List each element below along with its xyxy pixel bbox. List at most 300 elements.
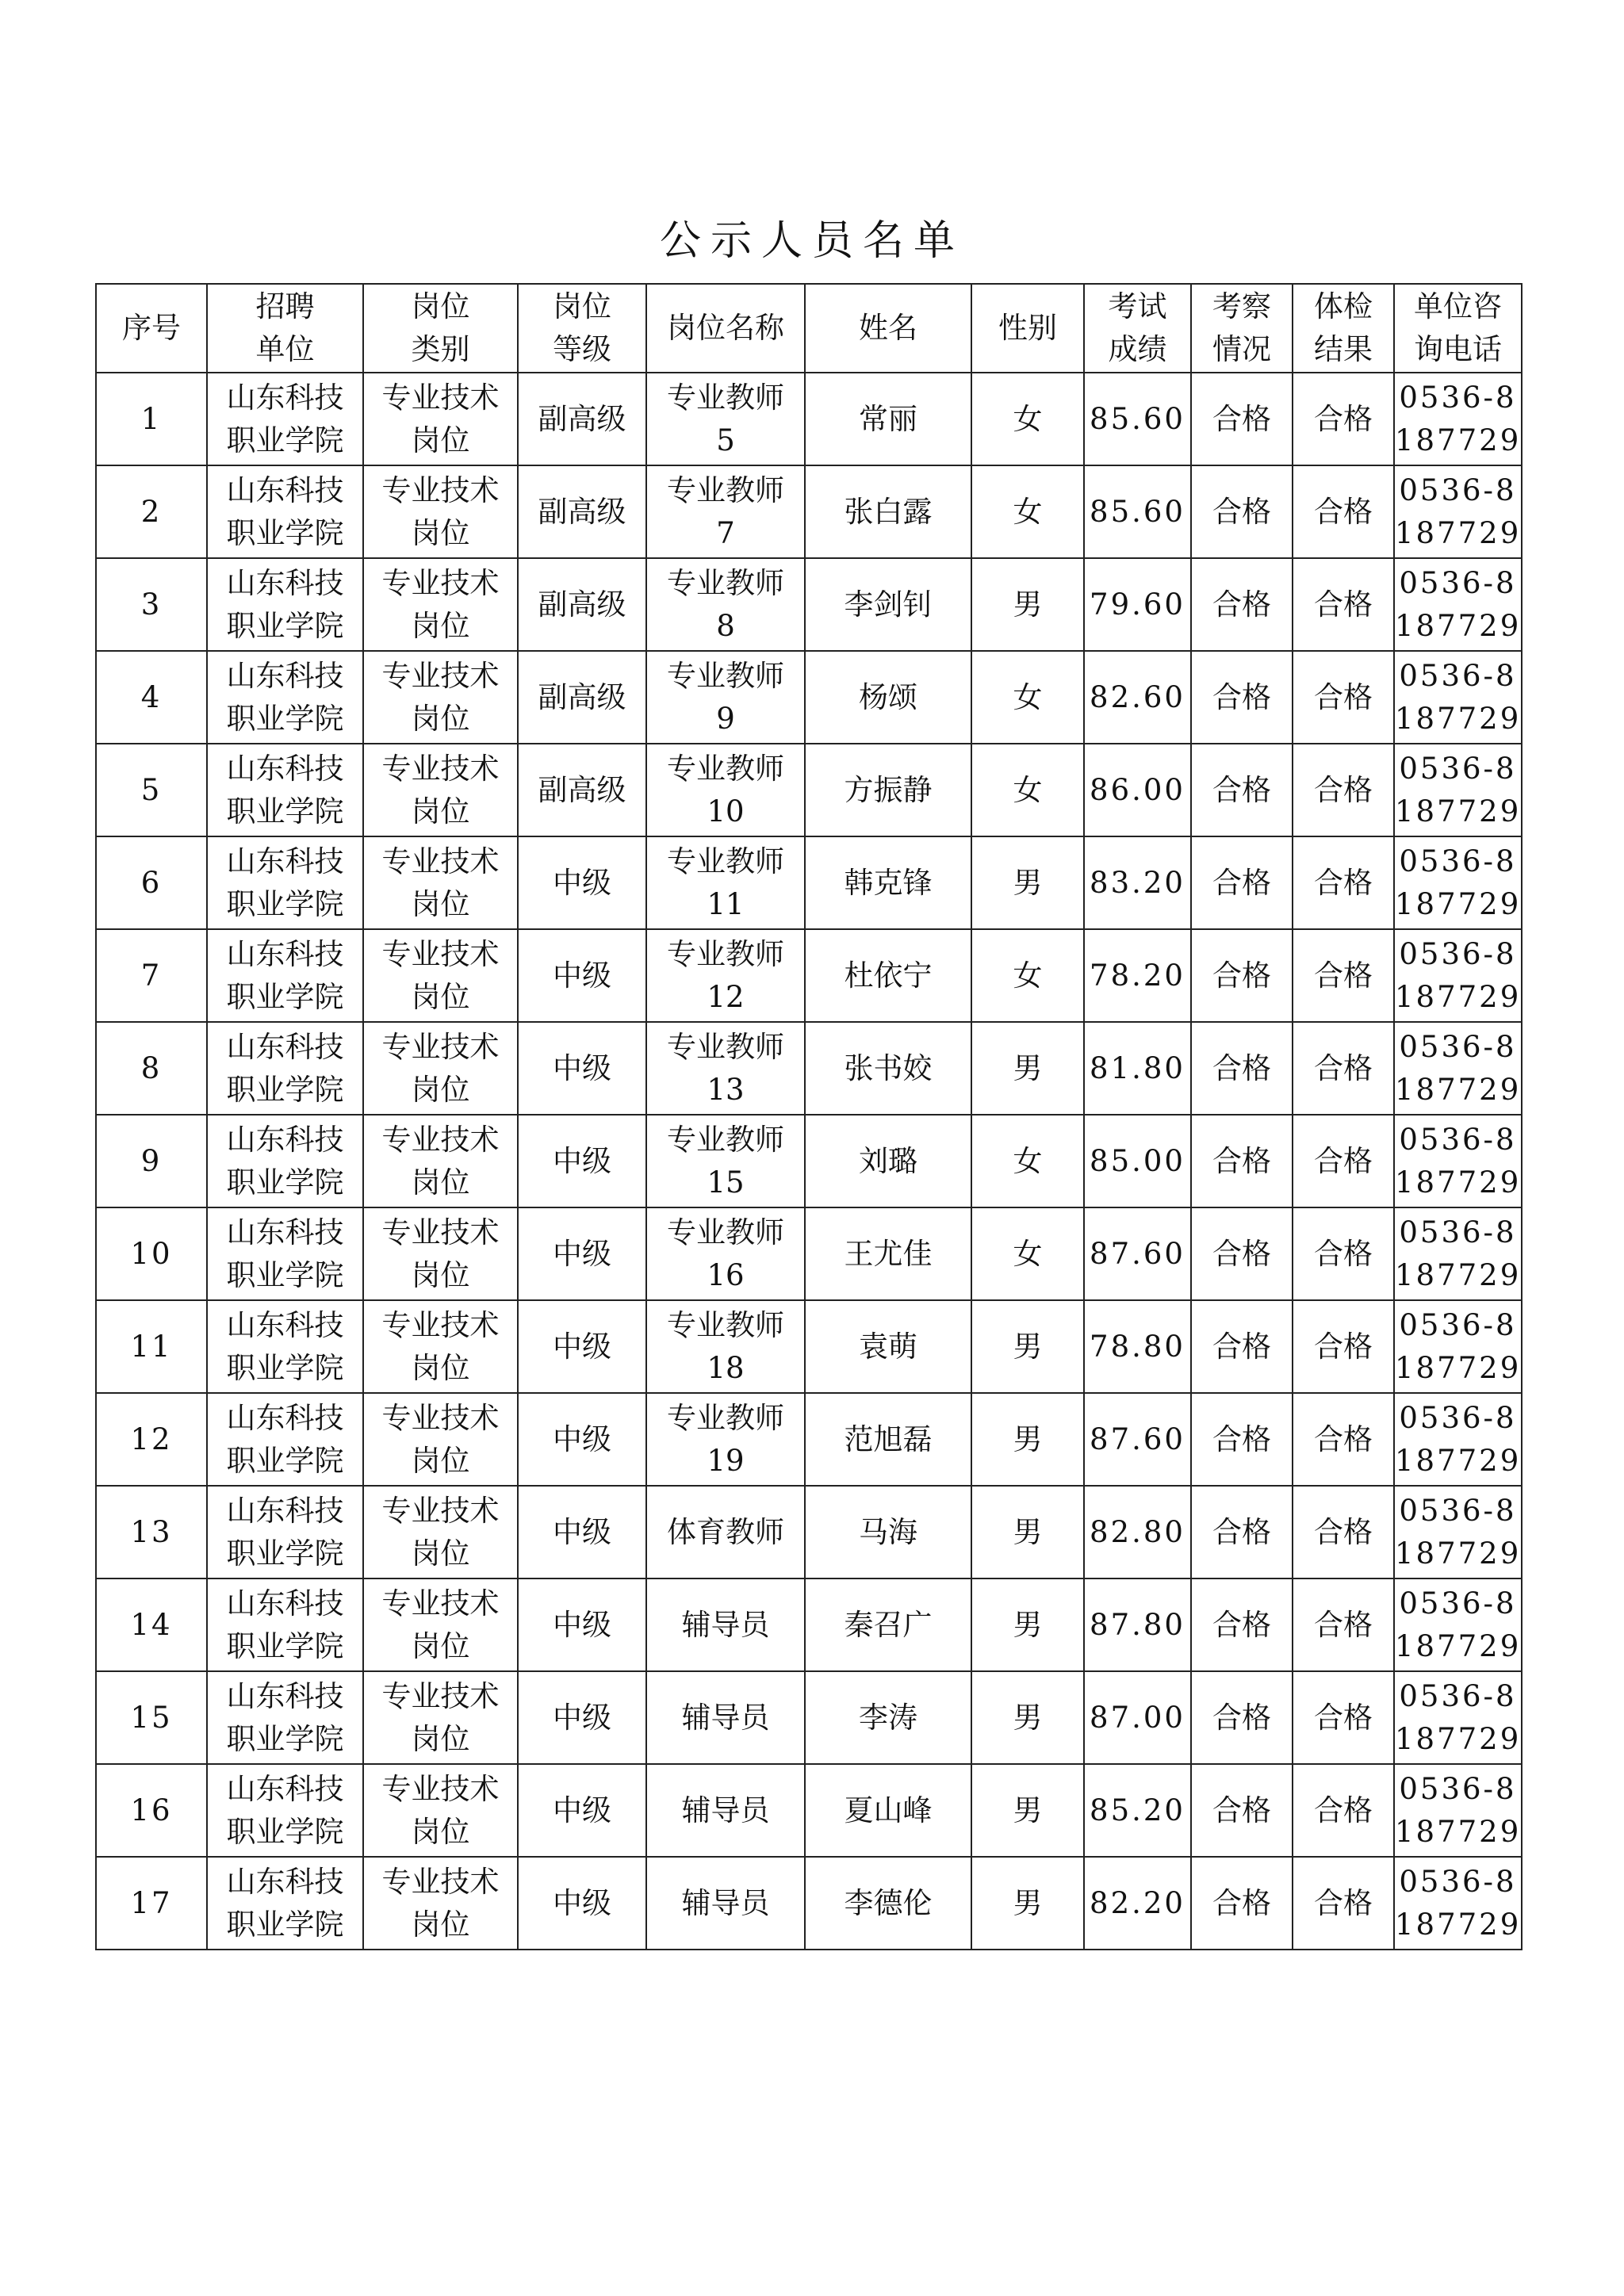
recruiting-unit-cell (207, 1764, 363, 1857)
contact-phone-cell (1394, 558, 1522, 651)
column-header (207, 284, 363, 373)
cell-line: 专业技术 (381, 380, 500, 415)
medical-result-cell: 合格 (1293, 744, 1394, 836)
row-number-cell: 3 (96, 558, 207, 651)
exam-score-cell: 85.60 (1084, 465, 1191, 558)
gender-cell: 男 (971, 1022, 1084, 1115)
post-level-cell: 中级 (518, 1300, 646, 1393)
cell-line: 岗位 (411, 289, 470, 323)
post-name-cell (646, 1671, 805, 1764)
cell-line: 187729 (1395, 1072, 1522, 1107)
cell-line: 187729 (1395, 794, 1522, 828)
exam-score-cell: 87.60 (1084, 1207, 1191, 1300)
cell-line: 体育教师 (667, 1514, 784, 1549)
cell-line: 专业教师 (667, 565, 784, 600)
row-number-cell: 14 (96, 1578, 207, 1671)
medical-result-cell: 合格 (1293, 1022, 1394, 1115)
recruiting-unit-cell (207, 465, 363, 558)
column-header (971, 284, 1084, 373)
cell-line: 序号 (122, 311, 181, 345)
exam-score-cell: 82.20 (1084, 1857, 1191, 1950)
person-name-cell: 韩克锋 (805, 836, 971, 929)
post-level-cell: 中级 (518, 1578, 646, 1671)
column-header (1394, 284, 1522, 373)
gender-cell: 女 (971, 744, 1084, 836)
table-row (96, 836, 1522, 929)
cell-line: 187729 (1395, 1907, 1522, 1942)
person-name-cell: 张白露 (805, 465, 971, 558)
cell-line: 187729 (1395, 1628, 1522, 1663)
person-name-cell: 袁萌 (805, 1300, 971, 1393)
cell-line: 岗位 (411, 886, 470, 921)
cell-line: 专业技术 (381, 1122, 500, 1157)
cell-line: 山东科技 (226, 1215, 344, 1249)
cell-line: 类别 (411, 332, 470, 366)
gender-cell: 男 (971, 1764, 1084, 1857)
inspection-result-cell: 合格 (1191, 1300, 1293, 1393)
post-category-cell (363, 465, 518, 558)
medical-result-cell: 合格 (1293, 651, 1394, 744)
post-category-cell (363, 1207, 518, 1300)
cell-line: 单位咨 (1414, 289, 1502, 323)
recruiting-unit-cell (207, 558, 363, 651)
inspection-result-cell: 合格 (1191, 1022, 1293, 1115)
table-row (96, 1671, 1522, 1764)
post-name-cell (646, 1115, 805, 1207)
person-name-cell: 杜依宁 (805, 929, 971, 1022)
inspection-result-cell: 合格 (1191, 1857, 1293, 1950)
cell-line: 职业学院 (226, 794, 344, 828)
gender-cell: 男 (971, 558, 1084, 651)
column-header (518, 284, 646, 373)
exam-score-cell: 87.60 (1084, 1393, 1191, 1486)
cell-line: 5 (716, 423, 735, 457)
table-row (96, 1393, 1522, 1486)
row-number-cell: 16 (96, 1764, 207, 1857)
post-level-cell: 副高级 (518, 558, 646, 651)
cell-line: 12 (707, 979, 745, 1014)
exam-score-cell: 87.00 (1084, 1671, 1191, 1764)
table-row (96, 651, 1522, 744)
cell-line: 专业教师 (667, 751, 784, 786)
recruiting-unit-cell (207, 1393, 363, 1486)
cell-line: 招聘 (255, 289, 315, 323)
cell-line: 187729 (1395, 1350, 1522, 1385)
cell-line: 专业技术 (381, 565, 500, 600)
cell-line: 职业学院 (226, 1165, 344, 1200)
cell-line: 187729 (1395, 1165, 1522, 1200)
cell-line: 辅导员 (681, 1885, 770, 1920)
recruiting-unit-cell (207, 1671, 363, 1764)
table-row (96, 744, 1522, 836)
cell-line: 10 (707, 794, 745, 828)
post-level-cell: 副高级 (518, 373, 646, 465)
contact-phone-cell (1394, 1207, 1522, 1300)
contact-phone-cell (1394, 836, 1522, 929)
table-header-row (96, 284, 1522, 373)
cell-line: 16 (707, 1257, 745, 1292)
row-number-cell: 10 (96, 1207, 207, 1300)
gender-cell: 女 (971, 929, 1084, 1022)
exam-score-cell: 86.00 (1084, 744, 1191, 836)
recruiting-unit-cell (207, 373, 363, 465)
cell-line: 专业技术 (381, 1864, 500, 1899)
cell-line: 岗位 (411, 1536, 470, 1571)
cell-line: 山东科技 (226, 1307, 344, 1342)
post-category-cell (363, 1115, 518, 1207)
cell-line: 山东科技 (226, 1493, 344, 1528)
contact-phone-cell (1394, 1857, 1522, 1950)
person-name-cell: 刘璐 (805, 1115, 971, 1207)
person-name-cell: 秦召广 (805, 1578, 971, 1671)
column-header (1191, 284, 1293, 373)
post-category-cell (363, 558, 518, 651)
inspection-result-cell: 合格 (1191, 651, 1293, 744)
medical-result-cell: 合格 (1293, 1578, 1394, 1671)
row-number-cell: 2 (96, 465, 207, 558)
post-category-cell (363, 1393, 518, 1486)
cell-line: 13 (707, 1072, 745, 1107)
cell-line: 考试 (1108, 289, 1167, 323)
cell-line: 岗位名称 (667, 311, 784, 345)
row-number-cell: 7 (96, 929, 207, 1022)
post-level-cell: 中级 (518, 1393, 646, 1486)
cell-line: 187729 (1395, 1721, 1522, 1756)
table-row (96, 558, 1522, 651)
column-header (646, 284, 805, 373)
cell-line: 山东科技 (226, 844, 344, 878)
cell-line: 山东科技 (226, 1029, 344, 1064)
cell-line: 9 (716, 701, 735, 736)
table-row (96, 1764, 1522, 1857)
cell-line: 专业技术 (381, 1307, 500, 1342)
cell-line: 专业教师 (667, 380, 784, 415)
post-category-cell (363, 744, 518, 836)
column-header (363, 284, 518, 373)
post-name-cell (646, 929, 805, 1022)
row-number-cell: 4 (96, 651, 207, 744)
medical-result-cell: 合格 (1293, 1486, 1394, 1578)
exam-score-cell: 85.20 (1084, 1764, 1191, 1857)
medical-result-cell: 合格 (1293, 1393, 1394, 1486)
cell-line: 专业教师 (667, 1400, 784, 1435)
post-category-cell (363, 1764, 518, 1857)
cell-line: 辅导员 (681, 1793, 770, 1827)
cell-line: 187729 (1395, 1443, 1522, 1478)
cell-line: 成绩 (1108, 332, 1167, 366)
person-name-cell: 夏山峰 (805, 1764, 971, 1857)
post-category-cell (363, 836, 518, 929)
contact-phone-cell (1394, 373, 1522, 465)
cell-line: 山东科技 (226, 1771, 344, 1806)
document-title: 公示人员名单 (659, 217, 964, 265)
cell-line: 职业学院 (226, 423, 344, 457)
column-header (1293, 284, 1394, 373)
cell-line: 性别 (998, 311, 1057, 345)
cell-line: 情况 (1212, 332, 1271, 366)
person-name-cell: 李涛 (805, 1671, 971, 1764)
table-row (96, 1115, 1522, 1207)
cell-line: 专业教师 (667, 473, 784, 507)
cell-line: 职业学院 (226, 608, 344, 643)
person-name-cell: 张书姣 (805, 1022, 971, 1115)
gender-cell: 男 (971, 836, 1084, 929)
cell-line: 专业技术 (381, 1586, 500, 1621)
post-name-cell (646, 1764, 805, 1857)
cell-line: 岗位 (411, 701, 470, 736)
cell-line: 187729 (1395, 423, 1522, 457)
cell-line: 187729 (1395, 1257, 1522, 1292)
cell-line: 岗位 (411, 608, 470, 643)
cell-line: 岗位 (411, 1721, 470, 1756)
post-level-cell: 副高级 (518, 651, 646, 744)
gender-cell: 男 (971, 1671, 1084, 1764)
table-row (96, 929, 1522, 1022)
medical-result-cell: 合格 (1293, 929, 1394, 1022)
post-level-cell: 副高级 (518, 465, 646, 558)
cell-line: 职业学院 (226, 1350, 344, 1385)
post-name-cell (646, 744, 805, 836)
recruiting-unit-cell (207, 1207, 363, 1300)
cell-line: 等级 (553, 332, 611, 366)
post-name-cell (646, 1578, 805, 1671)
cell-line: 专业教师 (667, 936, 784, 971)
post-name-cell (646, 1207, 805, 1300)
inspection-result-cell: 合格 (1191, 1671, 1293, 1764)
exam-score-cell: 78.20 (1084, 929, 1191, 1022)
cell-line: 山东科技 (226, 936, 344, 971)
medical-result-cell: 合格 (1293, 1300, 1394, 1393)
post-level-cell: 中级 (518, 1671, 646, 1764)
medical-result-cell: 合格 (1293, 1764, 1394, 1857)
gender-cell: 女 (971, 373, 1084, 465)
cell-line: 询电话 (1414, 332, 1502, 366)
row-number-cell: 9 (96, 1115, 207, 1207)
cell-line: 0536-8 (1399, 1864, 1517, 1899)
cell-line: 岗位 (411, 979, 470, 1014)
table-row (96, 1486, 1522, 1578)
contact-phone-cell (1394, 744, 1522, 836)
row-number-cell: 13 (96, 1486, 207, 1578)
medical-result-cell: 合格 (1293, 1671, 1394, 1764)
table-row (96, 1207, 1522, 1300)
table-row (96, 465, 1522, 558)
exam-score-cell: 83.20 (1084, 836, 1191, 929)
cell-line: 187729 (1395, 979, 1522, 1014)
exam-score-cell: 81.80 (1084, 1022, 1191, 1115)
cell-line: 山东科技 (226, 380, 344, 415)
cell-line: 山东科技 (226, 1400, 344, 1435)
inspection-result-cell: 合格 (1191, 558, 1293, 651)
cell-line: 岗位 (411, 1443, 470, 1478)
inspection-result-cell: 合格 (1191, 1207, 1293, 1300)
person-name-cell: 方振静 (805, 744, 971, 836)
cell-line: 15 (707, 1165, 745, 1200)
cell-line: 专业技术 (381, 1771, 500, 1806)
post-level-cell: 中级 (518, 929, 646, 1022)
person-name-cell: 马海 (805, 1486, 971, 1578)
cell-line: 0536-8 (1399, 658, 1517, 693)
table-row (96, 1300, 1522, 1393)
medical-result-cell: 合格 (1293, 1115, 1394, 1207)
cell-line: 职业学院 (226, 701, 344, 736)
person-name-cell: 常丽 (805, 373, 971, 465)
column-header (96, 284, 207, 373)
cell-line: 专业教师 (667, 1029, 784, 1064)
post-category-cell (363, 1578, 518, 1671)
cell-line: 岗位 (411, 1350, 470, 1385)
cell-line: 岗位 (411, 794, 470, 828)
gender-cell: 女 (971, 651, 1084, 744)
cell-line: 0536-8 (1399, 1771, 1517, 1806)
cell-line: 0536-8 (1399, 1586, 1517, 1621)
post-level-cell: 中级 (518, 1115, 646, 1207)
row-number-cell: 11 (96, 1300, 207, 1393)
column-header (805, 284, 971, 373)
cell-line: 姓名 (859, 311, 917, 345)
inspection-result-cell: 合格 (1191, 1486, 1293, 1578)
cell-line: 0536-8 (1399, 473, 1517, 507)
cell-line: 岗位 (411, 1907, 470, 1942)
cell-line: 山东科技 (226, 1122, 344, 1157)
post-category-cell (363, 373, 518, 465)
gender-cell: 男 (971, 1393, 1084, 1486)
recruiting-unit-cell (207, 1115, 363, 1207)
cell-line: 0536-8 (1399, 936, 1517, 971)
contact-phone-cell (1394, 929, 1522, 1022)
post-category-cell (363, 1022, 518, 1115)
cell-line: 岗位 (411, 1628, 470, 1663)
recruiting-unit-cell (207, 1300, 363, 1393)
cell-line: 0536-8 (1399, 380, 1517, 415)
post-name-cell (646, 651, 805, 744)
recruiting-unit-cell (207, 1022, 363, 1115)
cell-line: 职业学院 (226, 979, 344, 1014)
cell-line: 专业技术 (381, 658, 500, 693)
table-row (96, 1857, 1522, 1950)
inspection-result-cell: 合格 (1191, 836, 1293, 929)
column-header (1084, 284, 1191, 373)
cell-line: 岗位 (411, 1814, 470, 1849)
post-name-cell (646, 558, 805, 651)
cell-line: 辅导员 (681, 1607, 770, 1642)
cell-line: 山东科技 (226, 751, 344, 786)
exam-score-cell: 87.80 (1084, 1578, 1191, 1671)
cell-line: 结果 (1314, 332, 1373, 366)
cell-line: 专业技术 (381, 1400, 500, 1435)
cell-line: 山东科技 (226, 1586, 344, 1621)
cell-line: 职业学院 (226, 1814, 344, 1849)
cell-line: 体检 (1314, 289, 1373, 323)
post-level-cell: 中级 (518, 1486, 646, 1578)
cell-line: 岗位 (411, 1072, 470, 1107)
person-name-cell: 范旭磊 (805, 1393, 971, 1486)
row-number-cell: 12 (96, 1393, 207, 1486)
cell-line: 8 (716, 608, 735, 643)
exam-score-cell: 85.60 (1084, 373, 1191, 465)
cell-line: 职业学院 (226, 886, 344, 921)
medical-result-cell: 合格 (1293, 1207, 1394, 1300)
contact-phone-cell (1394, 1022, 1522, 1115)
row-number-cell: 8 (96, 1022, 207, 1115)
person-name-cell: 李剑钊 (805, 558, 971, 651)
recruiting-unit-cell (207, 1578, 363, 1671)
post-name-cell (646, 1022, 805, 1115)
post-name-cell (646, 1300, 805, 1393)
cell-line: 0536-8 (1399, 1122, 1517, 1157)
contact-phone-cell (1394, 1764, 1522, 1857)
cell-line: 0536-8 (1399, 1400, 1517, 1435)
cell-line: 0536-8 (1399, 1029, 1517, 1064)
inspection-result-cell: 合格 (1191, 929, 1293, 1022)
recruiting-unit-cell (207, 1486, 363, 1578)
cell-line: 职业学院 (226, 515, 344, 550)
cell-line: 187729 (1395, 1536, 1522, 1571)
post-category-cell (363, 1300, 518, 1393)
post-name-cell (646, 1393, 805, 1486)
row-number-cell: 5 (96, 744, 207, 836)
inspection-result-cell: 合格 (1191, 465, 1293, 558)
cell-line: 职业学院 (226, 1721, 344, 1756)
cell-line: 职业学院 (226, 1628, 344, 1663)
inspection-result-cell: 合格 (1191, 1393, 1293, 1486)
recruiting-unit-cell (207, 1857, 363, 1950)
inspection-result-cell: 合格 (1191, 1578, 1293, 1671)
cell-line: 专业教师 (667, 1215, 784, 1249)
cell-line: 专业教师 (667, 658, 784, 693)
person-name-cell: 王尤佳 (805, 1207, 971, 1300)
gender-cell: 女 (971, 1207, 1084, 1300)
cell-line: 0536-8 (1399, 844, 1517, 878)
contact-phone-cell (1394, 1393, 1522, 1486)
cell-line: 专业技术 (381, 1493, 500, 1528)
exam-score-cell: 78.80 (1084, 1300, 1191, 1393)
table-row (96, 373, 1522, 465)
medical-result-cell: 合格 (1293, 836, 1394, 929)
contact-phone-cell (1394, 465, 1522, 558)
roster-table (95, 283, 1522, 1950)
cell-line: 专业技术 (381, 1215, 500, 1249)
cell-line: 187729 (1395, 515, 1522, 550)
cell-line: 19 (707, 1443, 745, 1478)
cell-line: 职业学院 (226, 1257, 344, 1292)
recruiting-unit-cell (207, 929, 363, 1022)
contact-phone-cell (1394, 1486, 1522, 1578)
cell-line: 0536-8 (1399, 1307, 1517, 1342)
post-name-cell (646, 836, 805, 929)
post-level-cell: 中级 (518, 1022, 646, 1115)
cell-line: 山东科技 (226, 658, 344, 693)
post-category-cell (363, 1857, 518, 1950)
post-level-cell: 中级 (518, 1207, 646, 1300)
row-number-cell: 6 (96, 836, 207, 929)
cell-line: 职业学院 (226, 1072, 344, 1107)
inspection-result-cell: 合格 (1191, 1764, 1293, 1857)
gender-cell: 女 (971, 465, 1084, 558)
cell-line: 187729 (1395, 608, 1522, 643)
post-level-cell: 中级 (518, 1857, 646, 1950)
exam-score-cell: 82.60 (1084, 651, 1191, 744)
cell-line: 山东科技 (226, 473, 344, 507)
gender-cell: 男 (971, 1486, 1084, 1578)
cell-line: 专业技术 (381, 844, 500, 878)
medical-result-cell: 合格 (1293, 465, 1394, 558)
cell-line: 考察 (1212, 289, 1271, 323)
cell-line: 7 (716, 515, 735, 550)
cell-line: 0536-8 (1399, 751, 1517, 786)
post-category-cell (363, 1486, 518, 1578)
person-name-cell: 杨颂 (805, 651, 971, 744)
